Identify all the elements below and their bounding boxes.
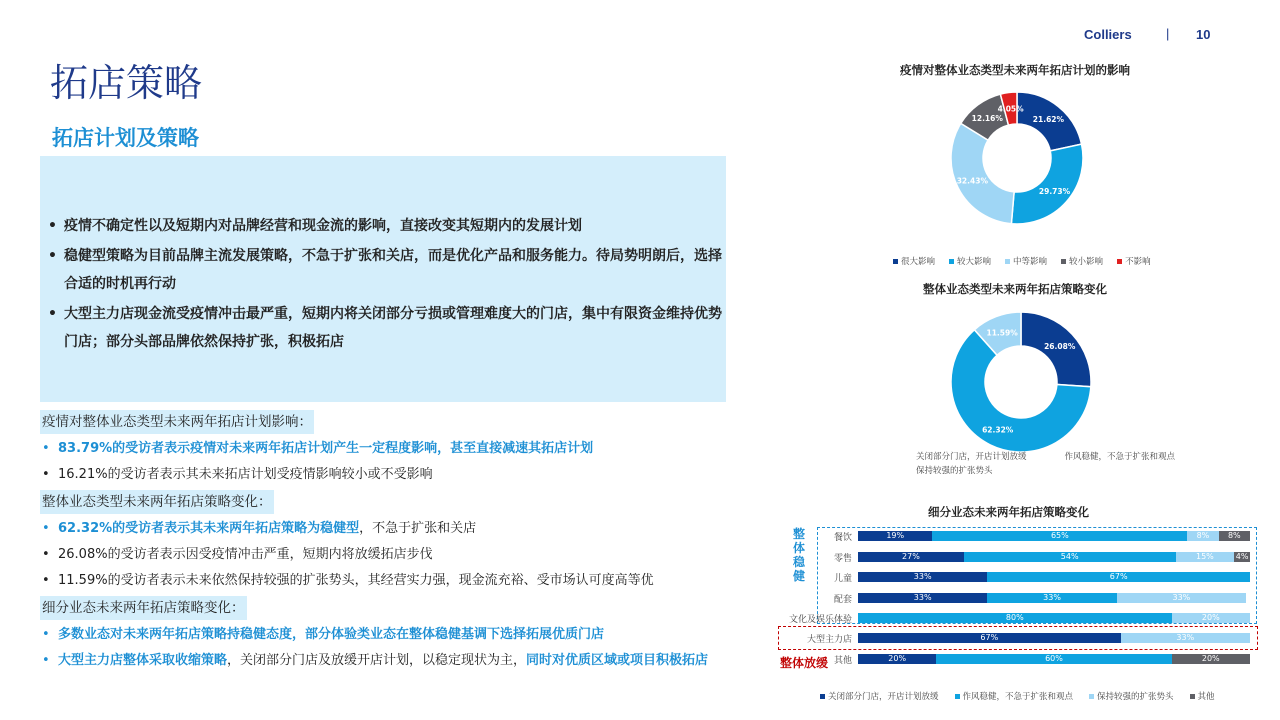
donut-data-label: 4.05% [997,104,1024,114]
legend-label: 关闭部分门店，开店计划放缓 [828,692,939,702]
bar-segment: 20% [1172,613,1250,623]
legend-label: 作风稳健，不急于扩张和观点 [962,692,1074,702]
donut2-title: 整体业态类型未来两年拓店策略变化 [923,282,1107,296]
bar-segment: 33% [858,593,987,603]
finding-highlight: 83.79%的受访者表示疫情对未来两年拓店计划产生一定程度影响，甚至直接减速其拓店计划 [58,441,594,456]
donut-data-label: 29.73% [1038,187,1071,197]
bar-chart-legend [820,690,1215,702]
stacked-bar [858,531,1250,541]
summary-bullet: • 稳健型策略为目前品牌主流发展策略，不急于扩张和关店，而是优化产品和服务能力。待局势明朗后，选择合适的时机再行动 [46,242,722,298]
bar-category-label: 其他 [833,656,852,666]
finding-text: ，不急于扩张和关店 [359,521,477,536]
donut2-legend [916,450,1186,478]
bar-category-label: 儿童 [833,574,852,584]
finding-item [40,436,730,462]
legend-item [1005,255,1047,267]
donut-data-label: 11.59% [986,328,1018,338]
slowdown-group-label: 整体放缓 [780,656,829,670]
donut-data-label: 21.62% [1032,115,1065,125]
legend-label: 作风稳健，不急于扩张和观点 [1064,452,1176,462]
donut2-chart [941,302,1101,462]
stacked-bar [858,593,1250,603]
finding-text: 26.08%的受访者表示因受疫情冲击严重，短期内将放缓拓店步伐 [58,547,433,562]
legend-label: 较小影响 [1069,257,1104,267]
legend-swatch [1005,259,1010,264]
legend-label: 关闭部分门店，开店计划放缓 [916,452,1027,462]
legend-swatch [955,694,960,699]
bar-segment: 65% [932,531,1187,541]
legend-swatch [893,259,898,264]
legend-label: 不影响 [1125,257,1151,267]
finding-text: 16.21%的受访者表示其未来拓店计划受疫情影响较小或不受影响 [58,467,433,482]
finding-highlight: 同时对优质区域或项目积极拓店 [526,653,709,668]
legend-label: 保持较强的扩张势头 [916,466,993,476]
legend-swatch [1061,259,1066,264]
section-heading: 疫情对整体业态类型未来两年拓店计划影响： [40,410,314,434]
donut-data-label: 62.32% [982,425,1014,435]
section-heading: 整体业态类型未来两年拓店策略变化： [40,490,274,514]
finding-highlight: 62.32%的受访者表示其未来两年拓店策略为稳健型 [58,521,360,536]
bar-segment: 20% [858,654,936,664]
legend-label: 较大影响 [957,257,992,267]
finding-text: 11.59%的受访者表示未来依然保持较强的扩张势头，其经营实力强，现金流充裕、受市场认可度高等优 [58,573,654,588]
brand-logo: Colliers [1084,27,1132,42]
legend-item [820,690,939,702]
legend-item [955,690,1074,702]
finding-item [40,622,730,648]
section-list [40,622,730,674]
stacked-bar [858,572,1250,582]
finding-item [40,542,730,568]
bar-segment: 33% [987,593,1116,603]
stacked-bar [858,633,1250,643]
donut1-legend [893,255,1151,267]
bar-segment: 33% [858,572,987,582]
bar-segment: 4% [1235,552,1249,561]
legend-swatch [1117,259,1122,264]
legend-item [916,464,993,478]
legend-label: 中等影响 [1013,257,1048,267]
page-title: 拓店策略 [50,61,203,105]
bar-segment: 33% [1121,633,1250,643]
donut1-title: 疫情对整体业态类型未来两年拓店计划的影响 [900,63,1130,77]
finding-item [40,568,730,594]
donut-data-label: 12.16% [971,113,1003,123]
bar-segment: 8% [1219,531,1250,541]
finding-text: ，关闭部分门店及放缓开店计划，以稳定现状为主， [227,653,527,668]
donut-slice [1011,144,1083,224]
stacked-bar [858,552,1250,562]
summary-list [46,212,722,358]
bar-category-label: 文化及娱乐体验 [788,615,852,625]
bar-segment: 54% [964,552,1176,562]
bar-category-label: 零售 [833,554,852,564]
legend-item [893,255,935,267]
bar-segment: 67% [987,572,1250,582]
page-subtitle: 拓店计划及策略 [52,126,199,150]
bar-segment: 27% [858,552,964,562]
bar-segment: 67% [858,633,1121,643]
section-list [40,436,730,488]
findings [40,410,730,676]
donut-slice [951,123,1014,223]
bar-category-label: 配套 [833,595,852,605]
legend-item [1190,690,1215,702]
summary-bullet: • 疫情不确定性以及短期内对品牌经营和现金流的影响，直接改变其短期内的发展计划 [46,212,722,240]
donut-data-label: 32.43% [956,176,988,186]
legend-item [1061,255,1103,267]
legend-label: 其他 [1197,692,1215,702]
bar-segment: 20% [1172,654,1250,664]
bar-category-label: 餐饮 [833,533,852,543]
legend-item [949,255,991,267]
finding-item [40,462,730,488]
steady-group-label: 整 体 稳 健 [792,527,805,583]
finding-item [40,648,730,674]
bar-segment: 8% [1187,531,1218,541]
legend-swatch [1190,694,1195,699]
section-list [40,516,730,594]
legend-item [916,450,1027,464]
summary-box [40,156,726,402]
donut-data-label: 26.08% [1044,341,1076,351]
legend-label: 很大影响 [901,257,936,267]
bar-segment: 19% [858,531,932,541]
legend-item [1065,450,1176,464]
page-number: 10 [1196,27,1211,42]
header-separator: | [1166,26,1170,41]
finding-highlight: 大型主力店整体采取收缩策略 [58,653,228,668]
legend-swatch [1089,694,1094,699]
donut1-chart [937,78,1097,238]
bar-segment: 33% [1117,593,1246,603]
legend-item [1089,690,1174,702]
bar-segment: 60% [936,654,1171,664]
bar-chart-title: 细分业态未来两年拓店策略变化 [928,505,1089,519]
summary-bullet: • 大型主力店现金流受疫情冲击最严重，短期内将关闭部分亏损或管理难度大的门店，集中有限资金维持优势门店；部分头部品牌依然保持扩张，积极拓店 [46,300,722,356]
finding-highlight: 多数业态对未来两年拓店策略持稳健态度，部分体验类业态在整体稳健基调下选择拓展优质门店 [58,627,605,642]
bar-segment: 80% [858,613,1172,623]
section-heading: 细分业态未来两年拓店策略变化： [40,596,247,620]
stacked-bar [858,613,1250,623]
legend-item [1117,255,1151,267]
bar-category-label: 大型主力店 [806,635,852,645]
legend-label: 保持较强的扩张势头 [1097,692,1174,702]
legend-swatch [949,259,954,264]
stacked-bar [858,654,1250,664]
bar-segment: 15% [1176,552,1235,562]
legend-swatch [820,694,825,699]
